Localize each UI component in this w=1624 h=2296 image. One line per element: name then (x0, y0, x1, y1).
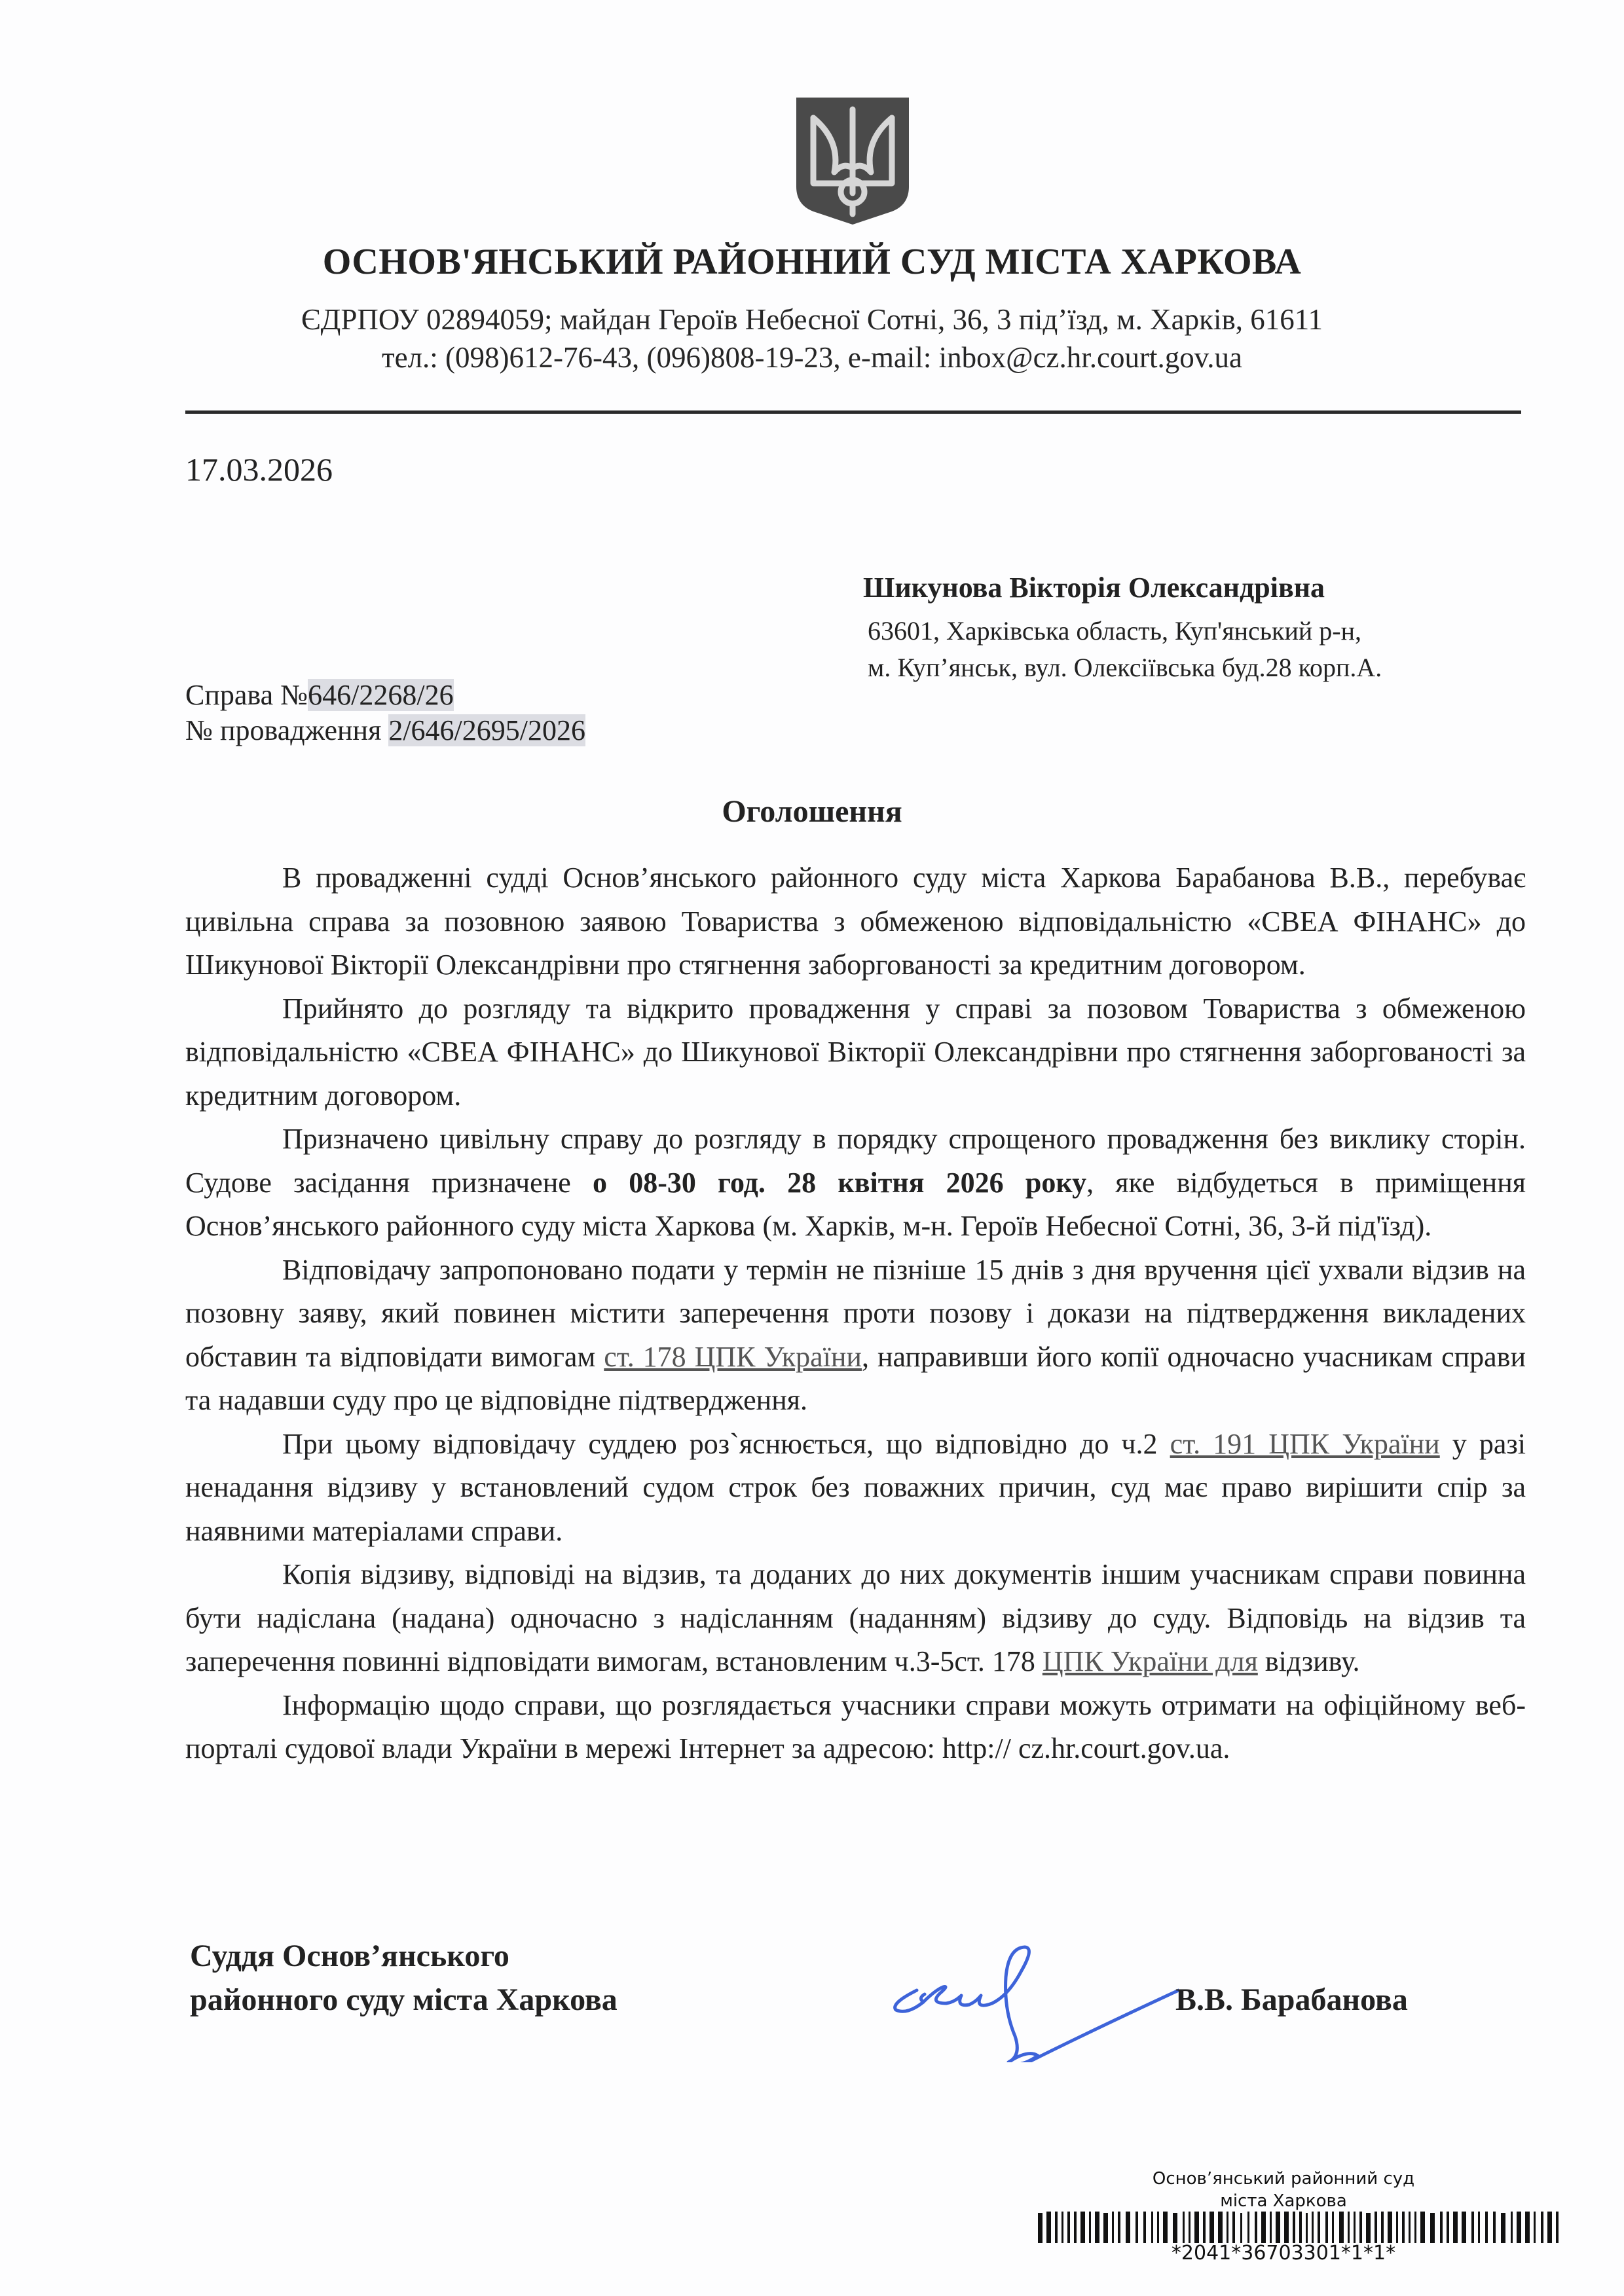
barcode-bar (1409, 2212, 1411, 2243)
barcode-bar (1318, 2212, 1320, 2243)
barcode-bar (1299, 2212, 1302, 2243)
barcode-bar (1501, 2213, 1505, 2243)
barcode-bar (1485, 2212, 1488, 2243)
addressee-address-line: м. Куп’янськ, вул. Олексіївська буд.28 корп.А. (868, 653, 1382, 682)
barcode-bar (1240, 2213, 1242, 2243)
barcode-bar (1067, 2212, 1070, 2243)
barcode-bar (1402, 2212, 1405, 2243)
case-number: 646/2268/26 (308, 679, 454, 711)
barcode-bar (1306, 2213, 1308, 2243)
paragraph-text: , направивши його копії одночасно учасникам справи та надавши суду про це відповідне підтвердження. (185, 1340, 1526, 1416)
barcode-bar (1232, 2212, 1235, 2243)
barcode-bar (1046, 2212, 1051, 2243)
court-contacts: тел.: (098)612-76-43, (096)808-19-23, e-mail: inbox@cz.hr.court.gov.ua (381, 341, 1243, 374)
barcode-bar (1556, 2212, 1559, 2243)
barcode-bar (1471, 2212, 1474, 2243)
barcode-bar (1276, 2212, 1280, 2243)
paragraph-text: у разі ненадання відзиву у встановлений судом строк без поважних причин, суд має право вирішити спір за наявними матеріалами справи. (185, 1427, 1526, 1547)
barcode-bar (1511, 2212, 1513, 2243)
barcode-bar (1462, 2212, 1466, 2243)
barcode-bar (1157, 2212, 1159, 2243)
law-reference-link[interactable]: ст. 178 ЦПК України (604, 1340, 862, 1373)
barcode-bar (1163, 2212, 1168, 2243)
barcode-bar (1089, 2212, 1091, 2243)
barcode-bar (1478, 2212, 1480, 2243)
proceeding-number: 2/646/2695/2026 (388, 714, 586, 746)
barcode-bar (1332, 2212, 1334, 2243)
document-date: 17.03.2026 (185, 451, 333, 488)
paragraph-text: відзиву. (1257, 1645, 1360, 1677)
barcode-icon (1037, 2212, 1559, 2243)
barcode-bar (1440, 2212, 1443, 2243)
case-number-line (185, 678, 454, 712)
barcode-bar (1135, 2212, 1138, 2243)
paragraph: В провадженні судді Основ’янського районного суду міста Харкова Барабанова В.В., перебуває цивільна справа за позовною заявою Товариства з обмеженою відповідальністю «СВЕА ФІНАНС» до Шикунової Вікторії Олександрівни про стягнення заборгованості за кредитним договором. (185, 862, 1526, 981)
case-label: Справа № (185, 679, 308, 711)
barcode-bar (1103, 2213, 1108, 2243)
proceeding-number-line (185, 714, 585, 747)
addressee-name: Шикунова Вікторія Олександрівна (863, 572, 1325, 604)
judge-title: районного суду міста Харкова (190, 1982, 618, 2017)
barcode-bar (1038, 2213, 1043, 2243)
barcode-bar (1074, 2212, 1077, 2243)
barcode-bar (1203, 2212, 1206, 2243)
barcode-number: *2041*36703301*1*1* (1171, 2242, 1396, 2265)
barcode-bar (1112, 2212, 1114, 2243)
barcode-bar (1534, 2212, 1536, 2243)
barcode-bar (1080, 2212, 1085, 2243)
paragraph-text: , яке відбудеться в приміщення Основ’янського районного суду міста Харкова (м. Харків, м-н. Героїв Небесної Сотні, 36, 3-й під'їзд). (185, 1166, 1526, 1242)
barcode-bar (1447, 2212, 1449, 2243)
barcode-bar (1183, 2212, 1185, 2243)
barcode-bar (1284, 2212, 1289, 2243)
barcode-bar (1061, 2212, 1063, 2243)
barcode-bar (1247, 2212, 1249, 2243)
barcode-bar (1366, 2213, 1371, 2243)
barcode-bar (1517, 2212, 1521, 2243)
coat-of-arms-icon (794, 95, 912, 226)
signature-icon (877, 1938, 1179, 2062)
paragraph-text: Відповідачу запропоновано подати у термін не пізніше 15 днів з дня вручення цієї ухвали відзив на позовну заяву, який повинен містити заперечення проти позову і докази на підтвердження викладених обставин та відповідати вимогам (185, 1253, 1526, 1373)
barcode-bar (1095, 2212, 1099, 2243)
paragraph-text: Копія відзиву, відповіді на відзив, та доданих до них документів іншим учасникам справи повинна бути надіслана (надана) одночасно з надісланням (наданням) відзиву до суду. Відповідь на відзив та заперечення повинні відповідати вимогам, встановленим ч.3-5ст. 178 (185, 1558, 1526, 1677)
addressee-address-line: 63601, Харківська область, Куп'янський р-н, (868, 616, 1362, 646)
stamp-court-city: міста Харкова (1220, 2191, 1347, 2211)
barcode-bar (1359, 2212, 1362, 2243)
barcode-bar (1227, 2212, 1228, 2243)
barcode-bar (1209, 2212, 1214, 2243)
barcode-bar (1354, 2212, 1356, 2243)
barcode-bar (1348, 2212, 1350, 2243)
barcode-bar (1312, 2212, 1314, 2243)
barcode-bar (1375, 2212, 1377, 2243)
paragraph (185, 1118, 1526, 1248)
barcode-bar (1525, 2212, 1530, 2243)
paragraph (185, 1423, 1526, 1554)
paragraph-text: Призначено цивільну справу до розгляду в порядку спрощеного провадження без виклику сторін. Судове засідання призначене (185, 1123, 1526, 1199)
barcode-bar (1194, 2212, 1199, 2243)
barcode-bar (1396, 2212, 1398, 2243)
barcode-bar (1151, 2212, 1153, 2243)
barcode-bar (1293, 2212, 1295, 2243)
announcement-body (185, 856, 1526, 1771)
barcode-bar (1055, 2212, 1058, 2243)
judge-name: В.В. Барабанова (1175, 1982, 1408, 2017)
barcode-bar (1126, 2212, 1130, 2243)
barcode-bar (1430, 2213, 1435, 2243)
barcode-bar (1270, 2212, 1272, 2243)
court-registry-address: ЄДРПОУ 02894059; майдан Героїв Небесної Сотні, 36, 3 під’їзд, м. Харків, 61611 (301, 303, 1323, 336)
barcode-bar (1218, 2212, 1223, 2243)
barcode-bar (1388, 2212, 1392, 2243)
law-reference-link[interactable]: ст. 191 ЦПК України (1170, 1427, 1440, 1460)
header-divider (185, 410, 1521, 414)
barcode-bar (1255, 2212, 1257, 2243)
barcode-bar (1325, 2212, 1328, 2243)
proceeding-label: № провадження (185, 714, 389, 746)
judge-title: Суддя Основ’янського (190, 1939, 509, 1973)
barcode-bar (1118, 2212, 1120, 2243)
barcode-bar (1493, 2212, 1496, 2243)
hearing-datetime: о 08-30 год. 28 квітня 2026 року (592, 1166, 1087, 1199)
court-name: ОСНОВ'ЯНСЬКИЙ РАЙОННИЙ СУД МІСТА ХАРКОВА (322, 242, 1302, 282)
barcode-bar (1453, 2212, 1458, 2243)
paragraph-text: Прийнято до розгляду та відкрито провадження у справі за позовом Товариства з обмеженою відповідальністю «СВЕА ФІНАНС» до Шикунової Вікторії Олександрівни про стягнення заборгованості за кредитним договором. (185, 992, 1526, 1112)
stamp-court-name: Основ’янський районний суд (1152, 2169, 1415, 2189)
paragraph-text: При цьому відповідачу суддею роз`яснюється, що відповідно до ч.2 (282, 1427, 1170, 1460)
barcode-bar (1381, 2212, 1384, 2243)
barcode-bar (1541, 2212, 1543, 2243)
barcode-bar (1339, 2212, 1344, 2243)
paragraph (185, 1248, 1526, 1423)
paragraph (185, 987, 1526, 1118)
barcode-bar (1261, 2212, 1266, 2243)
paragraph (185, 1553, 1526, 1684)
paragraph: Інформацію щодо справи, що розглядається учасники справи можуть отримати на офіційному веб-порталі судової влади України в мережі Інтернет за адресою: http:// cz.hr.court.gov.ua. (185, 1688, 1526, 1764)
barcode-bar (1547, 2212, 1552, 2243)
law-reference-link[interactable]: ЦПК України для (1042, 1645, 1258, 1677)
barcode-bar (1189, 2212, 1190, 2243)
barcode-bar (1420, 2212, 1425, 2243)
announcement-title: Оголошення (722, 794, 902, 829)
barcode-bar (1143, 2212, 1146, 2243)
barcode-bar (1173, 2213, 1177, 2243)
barcode-bar (1414, 2212, 1416, 2243)
